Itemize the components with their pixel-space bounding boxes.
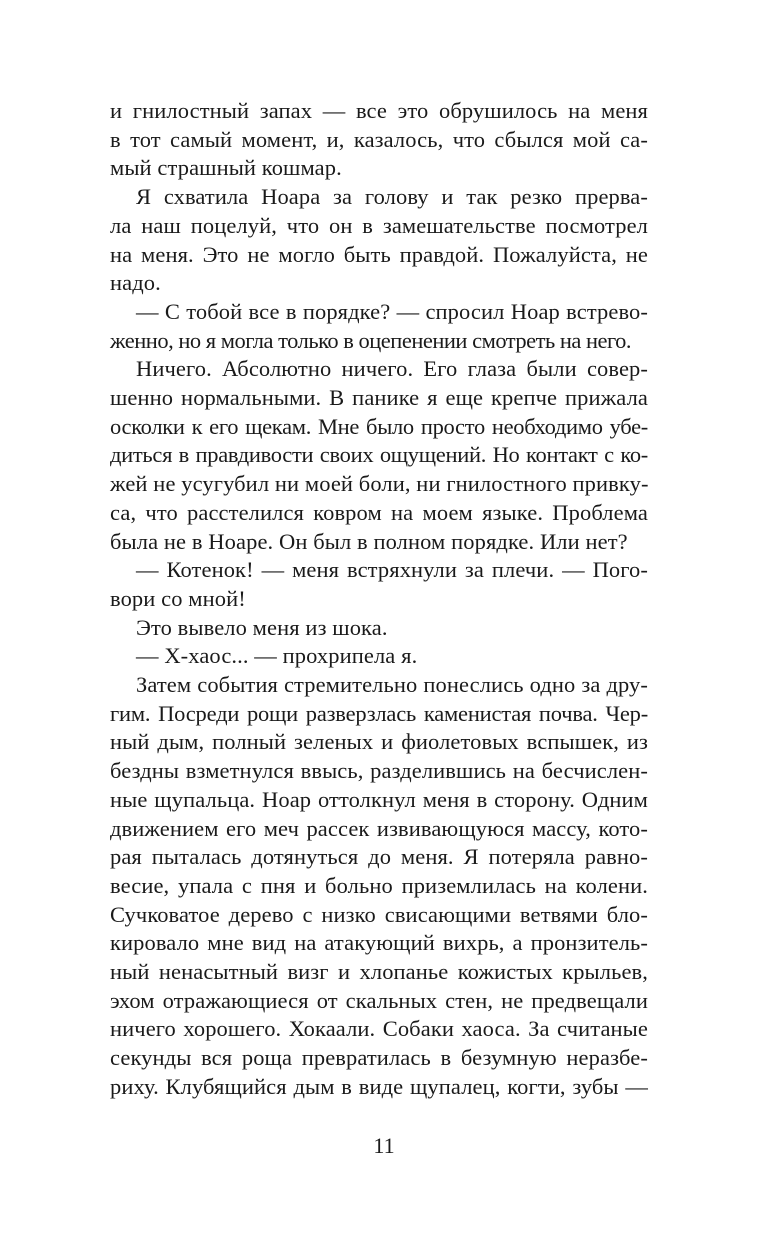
text-line: диться в правдивости своих ощущений. Но контакт с ко- xyxy=(110,442,648,468)
text-line: — Х-хаос... — прохрипела я. xyxy=(136,643,418,669)
text-line: движением его меч рассек извивающуюся массу, кото- xyxy=(110,815,648,841)
text-line: вори со мной! xyxy=(110,585,246,611)
text-line: мый страшный кошмар. xyxy=(110,155,342,181)
text-line: Это вывело меня из шока. xyxy=(136,614,388,640)
text-line: Ничего. Абсолютно ничего. Его глаза были совер- xyxy=(136,356,648,382)
text-line: рая пыталась дотянуться до меня. Я потеряла равно- xyxy=(110,844,648,870)
text-line: Я схватила Ноара за голову и так резко прерва- xyxy=(136,184,648,210)
text-line: ный дым, полный зеленых и фиолетовых вспышек, из xyxy=(110,729,648,755)
text-line: женно, но я могла только в оцепенении смотреть на него. xyxy=(110,327,632,353)
text-line: осколки к его щекам. Мне было просто необходимо убе- xyxy=(110,413,648,439)
text-line: весие, упала с пня и больно приземлилась на колени. xyxy=(110,872,648,898)
text-line: шенно нормальными. В панике я еще крепче прижала xyxy=(110,385,648,410)
text-line: бездны взметнулся ввысь, разделившись на бесчислен- xyxy=(110,758,648,784)
text-line: ные щупальца. Ноар оттолкнул меня в сторону. Одним xyxy=(110,786,648,812)
text-line: и гнилостный запах — все это обрушилось на меня xyxy=(110,98,648,123)
text-line: кировало мне вид на атакующий вихрь, а пронзитель- xyxy=(110,930,648,956)
text-line: эхом отражающиеся от скальных стен, не предвещали xyxy=(110,987,648,1013)
text-line: Затем события стремительно понеслись одно за дру- xyxy=(136,672,648,697)
text-line: на меня. Это не могло быть правдой. Пожалуйста, не xyxy=(110,241,648,267)
text-line: жей не усугубил ни моей боли, ни гнилостного привку- xyxy=(110,471,649,497)
text-line: риху. Клубящийся дым в виде щупалец, когти, зубы — xyxy=(110,1073,648,1099)
text-line: в тот самый момент, и, казалось, что сбылся мой са- xyxy=(110,126,648,152)
text-line: надо. xyxy=(110,270,161,296)
page-number: 11 xyxy=(373,1132,395,1158)
text-line: — Котенок! — меня встряхнули за плечи. — Пого- xyxy=(136,557,648,583)
text-line: гим. Посреди рощи разверзлась каменистая почва. Чер- xyxy=(110,700,648,726)
text-line: са, что расстелился ковром на моем языке. Проблема xyxy=(110,499,648,525)
text-line: ный ненасытный визг и хлопанье кожистых крыльев, xyxy=(110,959,648,984)
text-line: ла наш поцелуй, что он в замешательстве посмотрел xyxy=(110,212,648,238)
text-line: — С тобой все в порядке? — спросил Ноар встрево- xyxy=(136,298,648,324)
text-line: секунды вся роща превратилась в безумную неразбе- xyxy=(110,1045,648,1071)
text-line: Сучковатое дерево с низко свисающими ветвями бло- xyxy=(110,901,648,927)
text-line: ничего хорошего. Хокаали. Собаки хаоса. За считаные xyxy=(110,1016,648,1042)
text-line: была не в Ноаре. Он был в полном порядке. Или нет? xyxy=(110,528,628,554)
